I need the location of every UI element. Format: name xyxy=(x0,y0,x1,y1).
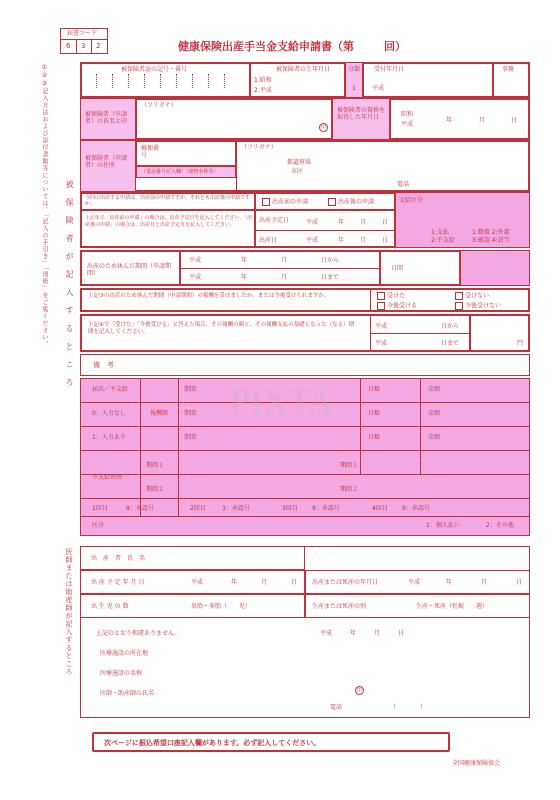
medical-tel: 電話 xyxy=(330,704,343,711)
bottom-cell: 3：承認号 xyxy=(222,505,250,512)
postal-label: 郵便番号 xyxy=(141,145,160,159)
row-label: 0：入力なし xyxy=(92,410,126,417)
q4-uketa-label: 受けた xyxy=(387,292,406,300)
qual-tsuki: 月 xyxy=(479,117,486,124)
nissu-label-3: 日数 xyxy=(368,434,381,441)
q4-options xyxy=(370,288,530,312)
end-label: 2：その他 xyxy=(486,522,514,529)
doctor-seal: 印 xyxy=(356,687,362,693)
q3-text: 出産のため休んだ期間（申請期間） xyxy=(87,263,172,277)
q4-kongo[interactable] xyxy=(377,302,417,310)
watermark: PIXTA xyxy=(230,381,334,421)
q3-nissu: 日間 xyxy=(391,265,404,272)
form-code-digit: 3 xyxy=(81,42,86,50)
q2-yotei: 出産予定日 xyxy=(259,217,290,224)
due-nen: 年 xyxy=(231,579,238,586)
bunrui-label: 分類 xyxy=(348,66,361,73)
q2-shussan: 出産日 xyxy=(259,237,278,244)
title-tail: 回） xyxy=(384,40,406,53)
q3-nen: 年 xyxy=(241,257,248,264)
q2-hi-2: 日 xyxy=(382,237,389,244)
q3-dates[interactable] xyxy=(180,250,380,286)
address-label: 被保険者（申請者）の住所 xyxy=(85,155,128,169)
address-shiku: 市区 xyxy=(291,168,304,175)
q2-heisei: 平成 xyxy=(306,219,319,226)
live-dead-val: 生産・死産（妊娠 週） xyxy=(416,603,489,610)
tel-hint: （電話番号記入欄）（建物名称等） xyxy=(141,169,219,175)
child-count-label: 出 生 児 の 数 xyxy=(91,603,129,610)
bottom-cell: 9：承認号 xyxy=(402,505,430,512)
due-date-row[interactable] xyxy=(80,570,305,594)
q1-after[interactable] xyxy=(328,198,374,206)
bottom-cell: 2回目 xyxy=(190,505,206,512)
bottom-cell: 8：承認号 xyxy=(126,505,154,512)
office-label: 事務 xyxy=(502,66,515,73)
q3-heisei-2: 平成 xyxy=(189,274,202,281)
live-dead-row[interactable] xyxy=(305,594,530,618)
side-code: 支給区分 xyxy=(399,197,424,204)
side-code: 2:不支給 xyxy=(431,237,455,244)
q2-hi: 日 xyxy=(382,219,389,226)
qual-date-field[interactable] xyxy=(390,98,530,140)
name-label-cell xyxy=(80,98,136,140)
name-seal: 印 xyxy=(320,124,326,130)
doctor-name: 医師・助産師の氏名 xyxy=(100,690,155,697)
name-field[interactable] xyxy=(136,98,332,140)
certify-date: 平成 年 月 日 xyxy=(320,630,405,637)
name-furigana: （フリガナ） xyxy=(141,102,177,109)
era-heisei: 2.平成 xyxy=(254,87,272,94)
bottom-cell: 1回目 xyxy=(92,505,108,512)
q3-heisei: 平成 xyxy=(189,257,202,264)
q2-heisei-2: 平成 xyxy=(306,237,319,244)
page-title xyxy=(178,38,406,54)
q4-text: 上記③の出産のため休んだ期間（申請期間）の報酬を受けましたか。または今後受けられますか。 xyxy=(88,293,330,299)
q1-after-label: 出産後の申請 xyxy=(338,198,375,206)
certify-text: 上記のとおり相違ありません。 xyxy=(96,630,181,637)
qual-showa: 昭和 xyxy=(401,111,414,118)
kikan1-label-2: 期間１ xyxy=(340,462,359,469)
facility-name: 医療施設の名称 xyxy=(100,670,143,677)
q5-en: 円 xyxy=(517,340,524,347)
kikan-label-2: 期間 xyxy=(184,410,197,417)
q3-days[interactable] xyxy=(380,250,460,286)
kikan-label-3: 期間 xyxy=(184,434,197,441)
qual-heisei: 平成 xyxy=(401,121,414,128)
receipt-label: 受付年月日 xyxy=(374,66,405,73)
birth-date-row[interactable] xyxy=(305,570,530,594)
end-label: 1：個人払い xyxy=(426,522,460,529)
qual-label-cell xyxy=(332,98,390,140)
q1-before-label: 出産前の申請 xyxy=(272,198,309,206)
address-label-cell xyxy=(80,140,136,192)
q5-heisei-2: 平成 xyxy=(375,340,388,347)
receipt-heisei: 平成 xyxy=(372,85,385,92)
qual-nen: 年 xyxy=(446,117,453,124)
qual-hi: 日 xyxy=(511,117,518,124)
child-detail: 単胎・多胎（ 児） xyxy=(191,603,252,610)
q4-kongo-nai-label: 今後受けない xyxy=(465,302,502,310)
tel-hint-cell xyxy=(136,166,236,178)
era-showa: 1.昭和 xyxy=(254,77,272,84)
form-code-digit: 2 xyxy=(96,42,101,50)
footer-notice: 次ページに振込希望口座記入欄があります。必ず記入してください。 xyxy=(104,739,321,747)
q4-ukenai-label: 受けない xyxy=(465,292,490,300)
nissu-label-2: 日数 xyxy=(368,410,381,417)
q3-nen-2: 年 xyxy=(241,274,248,281)
q5-hi-kara: 日から xyxy=(441,323,460,330)
nissu-label: 日数 xyxy=(368,386,381,393)
biko-row[interactable] xyxy=(80,354,530,376)
address-field[interactable] xyxy=(236,140,530,192)
q3-tsuki-2: 月 xyxy=(281,274,288,281)
address-furigana: （フリガナ） xyxy=(241,144,277,151)
bunrui-cell xyxy=(345,62,363,98)
form-code-digit: 6 xyxy=(66,42,71,50)
live-dead-label: 生産または死産の別 xyxy=(312,603,367,610)
patient-name-row[interactable] xyxy=(80,546,305,570)
fushikyu-label: 不支給理由 xyxy=(92,474,123,481)
kingaku-label-2: 金額 xyxy=(428,410,441,417)
form-code-box xyxy=(60,28,108,54)
q1-options xyxy=(255,192,395,210)
q5-text: 上記④で「受けた」「今後受ける」と答えた場合、その報酬の額と、その報酬支払の基礎となった（なる）期間を記入してください。 xyxy=(88,322,355,335)
q2-dates[interactable] xyxy=(255,210,395,248)
row-label: 1：入力あり xyxy=(92,434,126,441)
address-tel: 電話 xyxy=(397,181,410,188)
q2-text: 上記①で「出産前の申請」の場合は、出産予定日を記入してください。「出産後の申請」の場合は、出産日と出産予定日を記入してください。 xyxy=(85,215,252,228)
birth-tsuki: 月 xyxy=(481,579,488,586)
kikan2-label-2: 期間２ xyxy=(340,486,359,493)
q3-cell xyxy=(80,250,180,286)
era-code: 1 xyxy=(352,85,356,92)
insured-id-label: 被保険者証の記号・番号 xyxy=(121,66,188,73)
birth-heisei: 平成 xyxy=(408,579,421,586)
q2-nen: 年 xyxy=(338,219,345,226)
address-todofuken: 都道府県 xyxy=(287,159,312,166)
q5-heisei: 平成 xyxy=(375,323,388,330)
office-cell xyxy=(493,62,530,98)
birth-hi: 日 xyxy=(516,579,523,586)
bottom-cell: 3回目 xyxy=(282,505,298,512)
q3-hi: 日から xyxy=(321,257,340,264)
org-name: 全国健康保険協会 xyxy=(452,760,501,767)
q5-hi-made: 日まで xyxy=(441,340,460,347)
q4-kongo-nai[interactable] xyxy=(455,302,501,310)
kikan-label: 期間 xyxy=(184,386,197,393)
due-tsuki: 月 xyxy=(261,579,268,586)
q1-text: 今回の出産する申請は、出産前の申請ですか、それとも出産後の申請ですか。 xyxy=(85,195,251,207)
receipt-date-field xyxy=(363,62,493,98)
q4-kongo-label: 今後受ける xyxy=(387,302,418,310)
q5-period[interactable] xyxy=(370,314,470,352)
name-label: 被保険者（申請者）の氏名と印 xyxy=(85,111,128,125)
bottom-cell: 9：承認号 xyxy=(312,505,340,512)
q1-before[interactable] xyxy=(262,198,308,206)
q2-nen-2: 年 xyxy=(338,237,345,244)
q2-cell xyxy=(80,210,255,248)
kingaku-label-3: 金額 xyxy=(428,434,441,441)
facility-addr: 医療施設の所在地 xyxy=(100,650,149,657)
postal-field[interactable] xyxy=(136,140,236,166)
birth-date-lbl: 出産または死産の年月日 xyxy=(312,579,379,586)
child-count-row[interactable] xyxy=(80,594,305,618)
form-code-label: 届書コード xyxy=(67,30,98,37)
qual-label: 被保険者の資格を取得した年月日 xyxy=(337,107,386,121)
hoshu-label: 報酬額 xyxy=(150,410,169,417)
q2-tsuki-2: 月 xyxy=(360,237,367,244)
q3-side xyxy=(460,250,530,286)
q3-tsuki: 月 xyxy=(281,257,288,264)
kubun-label: 区分 xyxy=(92,522,105,529)
instruction-note: ①②③記入方法および添付書類等については、「記入の手引き」「別紙」をご覧ください。 xyxy=(41,64,48,348)
title-main: 健康保険出産手当金支給申請書（第 xyxy=(178,40,354,53)
birth-nen: 年 xyxy=(446,579,453,586)
birth-date-field[interactable] xyxy=(250,62,345,98)
q3-hi-made: 日まで xyxy=(321,274,340,281)
q4-ukenai[interactable] xyxy=(455,292,489,300)
side-label-insured: 被保険者が記入するところ xyxy=(65,180,74,396)
side-label-medical: 医師または助産師が記入するところ xyxy=(65,548,73,676)
due-heisei: 平成 xyxy=(191,579,204,586)
q1-cell xyxy=(80,192,255,210)
footer-notice-box xyxy=(92,732,450,752)
due-hi: 日 xyxy=(291,579,298,586)
medical-tel-paren: （ ） xyxy=(390,704,427,711)
kikan2-label: 期間２ xyxy=(146,486,165,493)
kingaku-label: 金額 xyxy=(428,386,441,393)
q5-amount[interactable] xyxy=(470,314,530,352)
patient-name-label: 出 産 者 氏 名 xyxy=(91,555,146,562)
side-code: 1:支払 xyxy=(431,229,449,236)
birth-date-label: 被保険者の生年月日 xyxy=(276,66,331,73)
q2-tsuki: 月 xyxy=(360,219,367,226)
side-codes xyxy=(395,192,530,248)
bottom-cell: 4回目 xyxy=(372,505,388,512)
kikan1-label: 期間１ xyxy=(146,462,165,469)
due-date-label: 出 産 予 定 年 月 日 xyxy=(91,579,145,586)
biko-label: 備 考 xyxy=(93,361,114,369)
side-code: 1:数値 2:外部 xyxy=(472,229,510,236)
kyufu-label: 届出／不支給 xyxy=(92,386,129,393)
side-code: 3:確認 4:該当 xyxy=(472,237,510,244)
q4-uketa[interactable] xyxy=(377,292,405,300)
